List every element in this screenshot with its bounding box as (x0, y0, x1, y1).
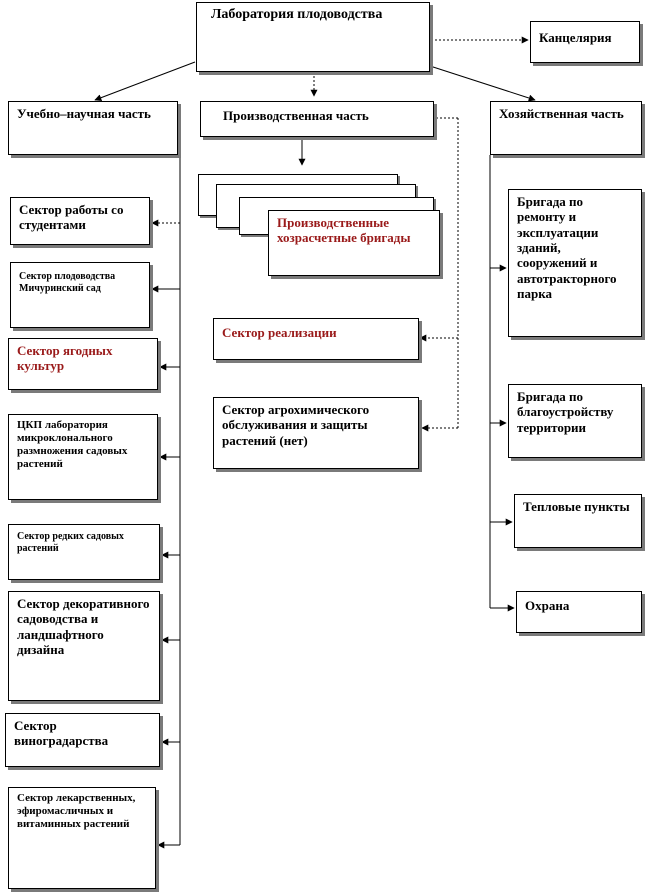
academic-item-michurin: Сектор плодоводства Мичуринский сад (10, 262, 150, 328)
economic-item-landscaping: Бригада по благоустройству территории (508, 384, 642, 458)
arrow-top-to-academic (95, 62, 195, 100)
production-box: Производственная часть (200, 101, 434, 137)
economic-item-repair: Бригада по ремонту и эксплуатации зданий, сооружений и автотракторного парка (508, 189, 642, 337)
economic-item-security: Охрана (516, 591, 642, 633)
academic-item-microclonal: ЦКП лаборатория микроклонального размножения садовых растений (8, 414, 158, 500)
academic-item-medicinal: Сектор лекарственных, эфиромасличных и витаминных растений (8, 787, 156, 889)
academic-box: Учебно–научная часть (8, 101, 178, 155)
production-item-agrochem: Сектор агрохимического обслуживания и защиты растений (нет) (213, 397, 419, 469)
arrow-top-to-economic (430, 66, 535, 100)
economic-box: Хозяйственная часть (490, 101, 642, 155)
academic-item-viticulture: Сектор виноградарства (5, 713, 160, 767)
academic-item-students: Сектор работы со студентами (10, 197, 150, 245)
academic-item-rare: Сектор редких садовых растений (8, 524, 160, 580)
academic-item-decorative: Сектор декоративного садоводства и ландшафтного дизайна (8, 591, 160, 701)
economic-item-heating: Тепловые пункты (514, 494, 642, 548)
office-box: Канцелярия (530, 21, 640, 63)
academic-item-berry: Сектор ягодных культур (8, 338, 158, 390)
production-item-brigades: Производственные хозрасчетные бригады (268, 210, 440, 276)
lab-root-box: Лаборатория плодоводства (196, 2, 430, 72)
production-item-sales: Сектор реализации (213, 318, 419, 360)
